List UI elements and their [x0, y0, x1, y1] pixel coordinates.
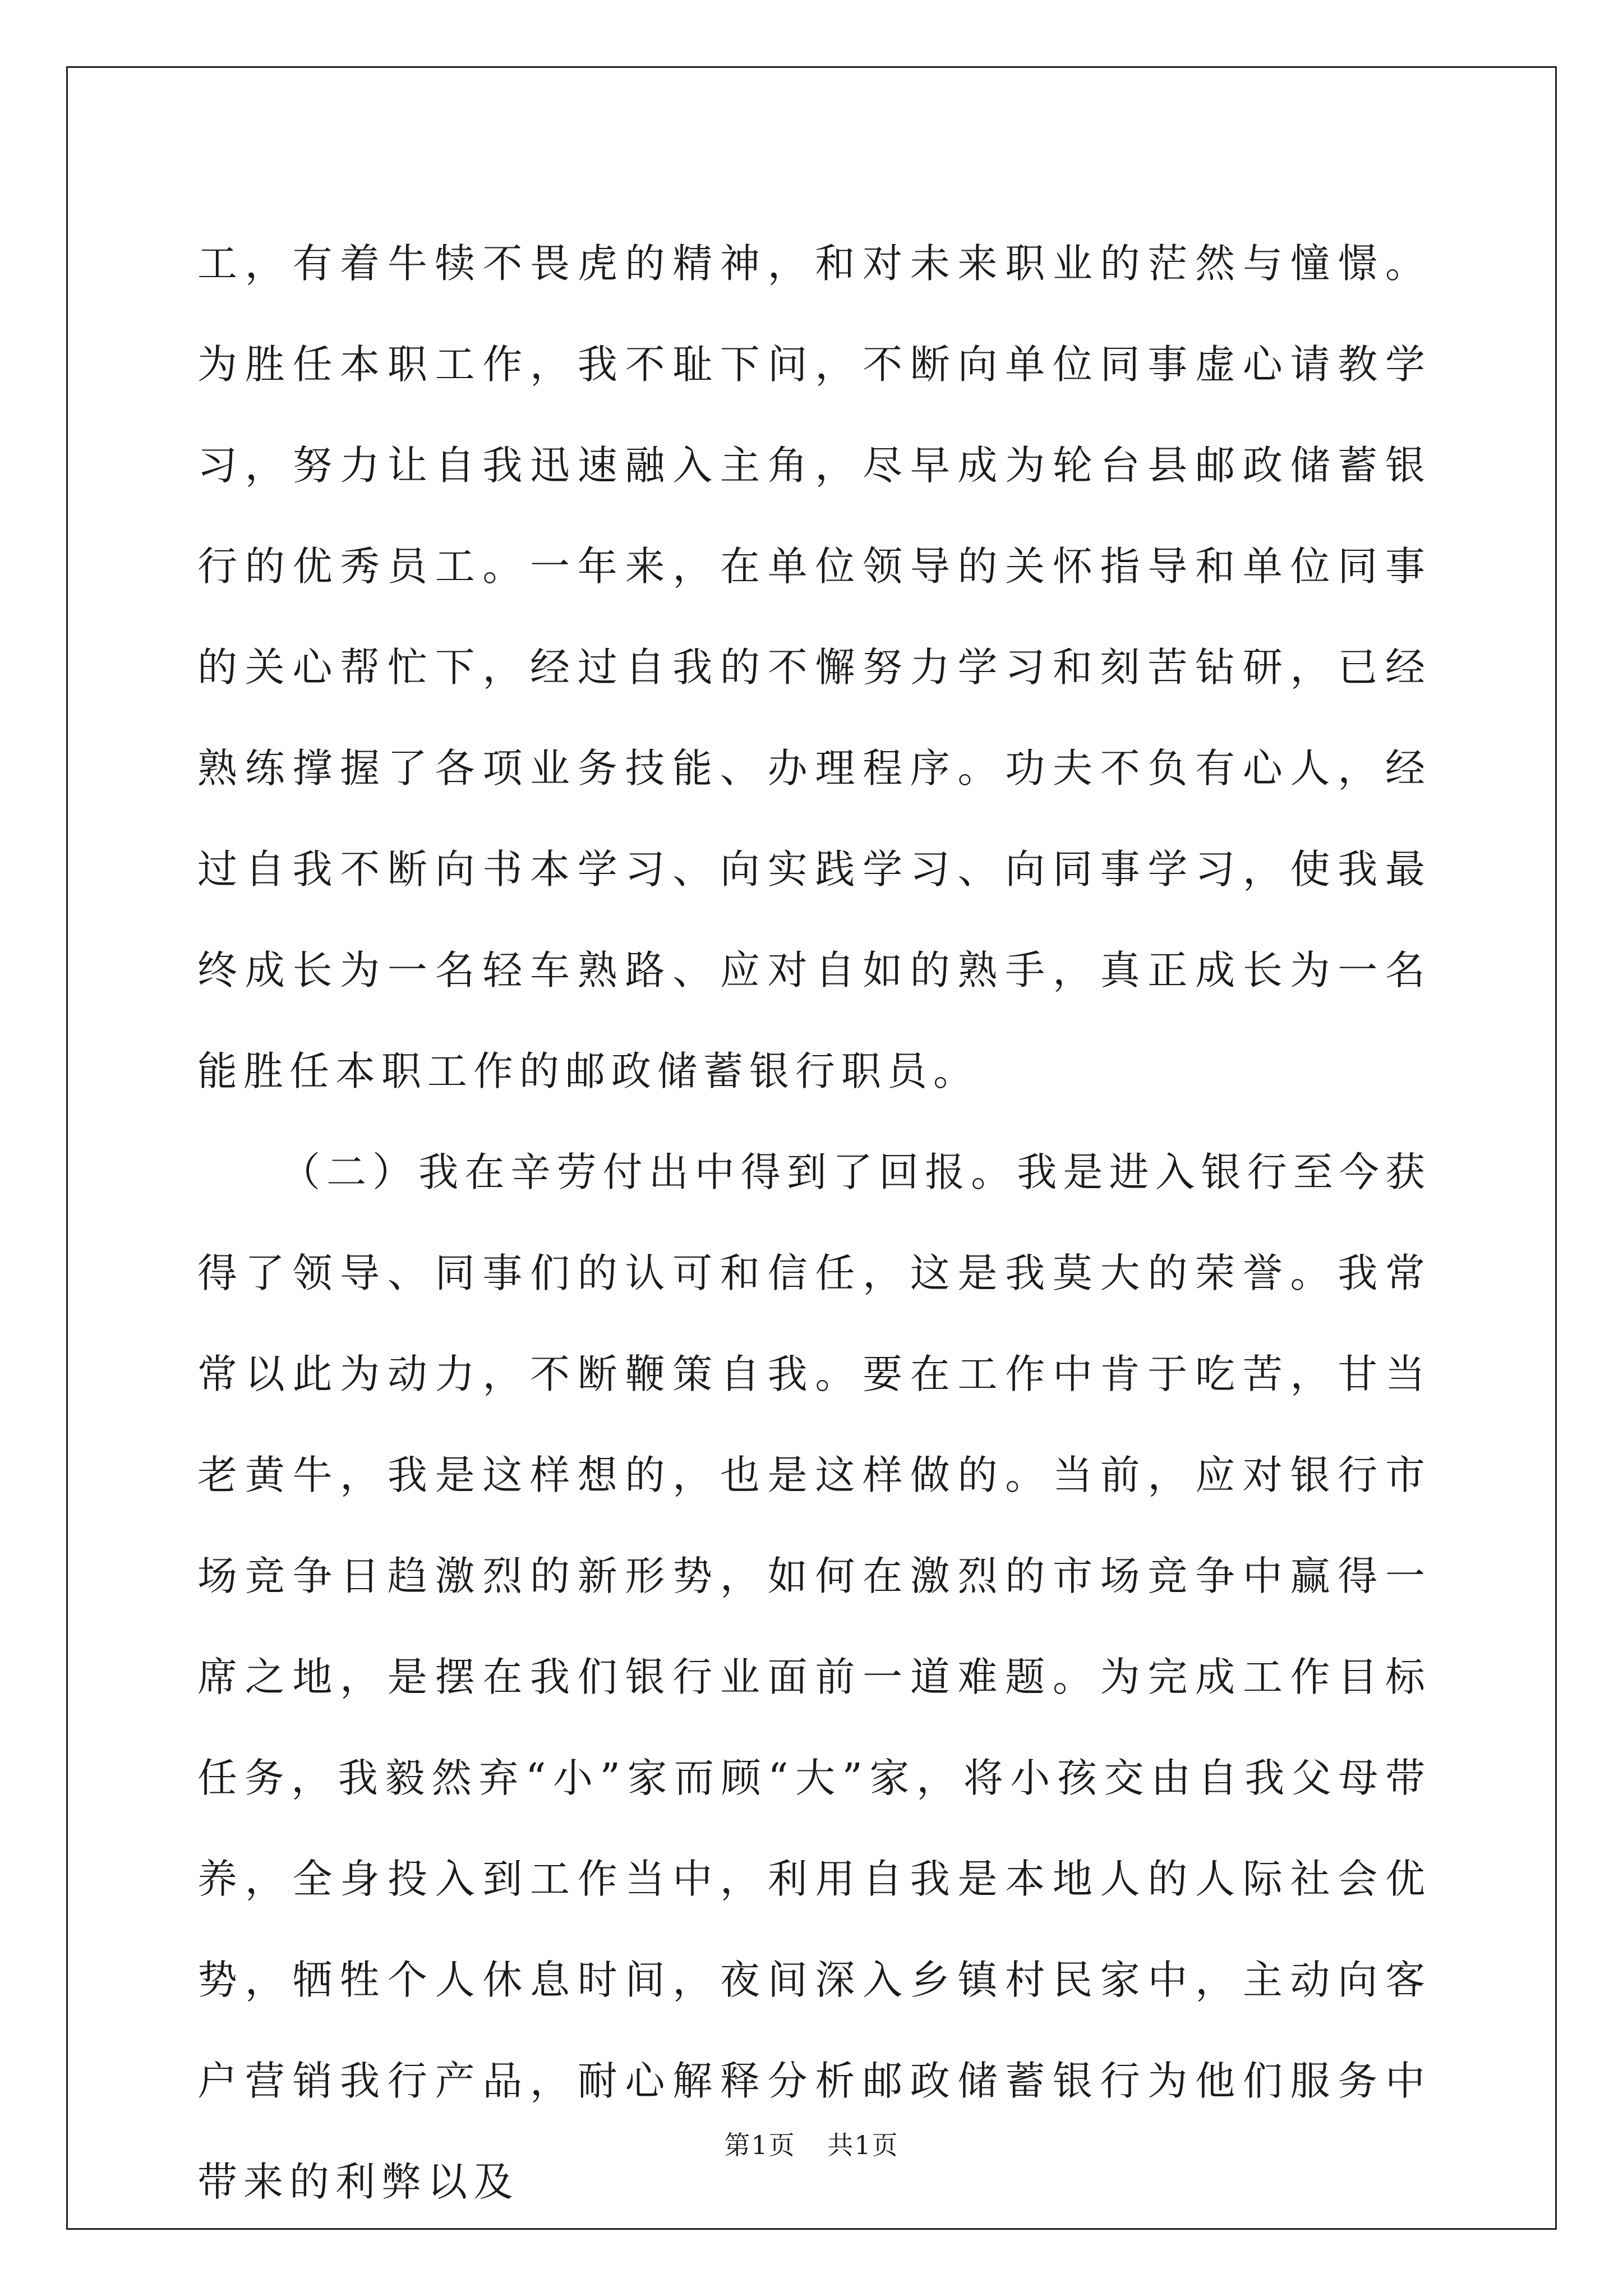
page-number: 第1页 [724, 2130, 796, 2160]
page-total: 共1页 [827, 2130, 899, 2160]
paragraph-2: （二）我在辛劳付出中得到了回报。我是进入银行至今获得了领导、同事们的认可和信任，这是我莫大的荣誉。我常常以此为动力，不断鞭策自我。要在工作中肯于吃苦，甘当老黄牛，我是这样想的，也是这样做的。当前，应对银行市场竞争日趋激烈的新形势，如何在激烈的市场竞争中赢得一席之地，是摆在我们银行业面前一道难题。为完成工作目标任务，我毅然弃“小”家而顾“大”家，将小孩交由自我父母带养，全身投入到工作当中，利用自我是本地人的人际社会优势，牺牲个人休息时间，夜间深入乡镇村民家中，主动向客户营销我行产品，耐心解释分析邮政储蓄银行为他们服务中带来的利弊以及 [197, 1149, 1431, 2205]
page-footer [0, 2125, 1623, 2162]
paragraph-1: 工，有着牛犊不畏虎的精神，和对未来职业的茫然与憧憬。为胜任本职工作，我不耻下问，不断向单位同事虚心请教学习，努力让自我迅速融入主角，尽早成为轮台县邮政储蓄银行的优秀员工。一年来，在单位领导的关怀指导和单位同事的关心帮忙下，经过自我的不懈努力学习和刻苦钻研，已经熟练撑握了各项业务技能、办理程序。功夫不负有心人，经过自我不断向书本学习、向实践学习、向同事学习，使我最终成长为一名轻车熟路、应对自如的熟手，真正成长为一名能胜任本职工作的邮政储蓄银行职员。 [197, 240, 1431, 1094]
document-body [197, 213, 1431, 2233]
